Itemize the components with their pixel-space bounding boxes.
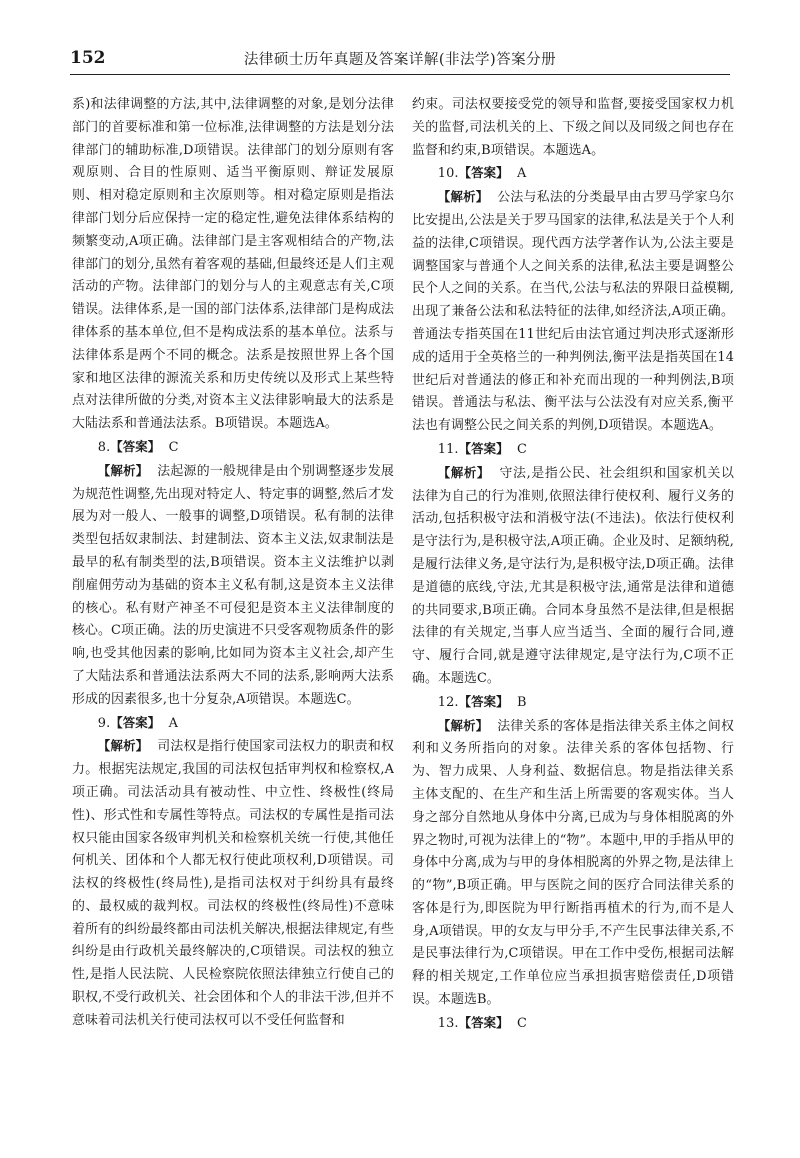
analysis-paragraph-8 bbox=[72, 460, 394, 712]
question-number: 11. bbox=[437, 441, 459, 457]
analysis-paragraph-10 bbox=[412, 186, 734, 438]
answer-value: C bbox=[516, 441, 527, 457]
analysis-text: 司法权是指行使国家司法权力的职责和权力。根据宪法规定,我国的司法权包括审判权和检察权,A项正确。司法活动具有被动性、中立性、终极性(终局性)、形式性和专属性等特点。司法权的专属性是指司法权只能由国家各级审判机关和检察机关统一行使,其他任何机关、团体和个人都无权行使此项权利,D项错误。司法权的终极性(终局性),是指司法权对于纠纷具有最终的、最权威的裁判权。司法权的终极性(终局性)不意味着所有的纠纷最终都由司法机关解决,根据法律规定,有些纠纷是由行政机关最终解决的,C项错误。司法权的独立性,是指人民法院、人民检察院依照法律独立行使自己的职权,不受行政机关、社会团体和个人的非法干涉,但并不意味着司法机关行使司法权可以不受任何监督和 bbox=[72, 739, 394, 1028]
analysis-text: 守法,是指公民、社会组织和国家机关以法律为自己的行为准则,依照法律行使权利、履行义务的活动,包括积极守法和消极守法(不违法)。依法行使权利是守法行为,是积极守法,A项正确。企业及时、足额纳税,是履行法律义务,是守法行为,是积极守法,D项正确。法律是道德的底线,守法,尤其是积极守法,通常是法律和道德的共同要求,B项正确。合同本身虽然不是法律,但是根据法律的有关规定,当事人应当适当、全面的履行合同,遵守、履行合同,就是遵守法律规定,是守法行为,C项不正确。本题选C。 bbox=[412, 465, 734, 686]
page-number: 152 bbox=[70, 48, 106, 68]
analysis-label: 【解析】 bbox=[437, 189, 489, 205]
continued-paragraph: 约束。司法权要接受党的领导和监督,要接受国家权力机关的监督,司法机关的上、下级之间以及同级之间也存在监督和约束,B项错误。本题选A。 bbox=[412, 97, 734, 158]
answer-value: C bbox=[516, 1015, 527, 1031]
question-number: 9. bbox=[97, 715, 111, 731]
question-number: 8. bbox=[97, 439, 111, 455]
right-column bbox=[412, 94, 734, 1036]
analysis-label: 【解析】 bbox=[97, 738, 149, 754]
answer-line-12 bbox=[412, 691, 734, 715]
answer-line-13 bbox=[412, 1012, 734, 1036]
question-number: 13. bbox=[437, 1015, 459, 1031]
running-title: 法律硕士历年真题及答案详解(非法学)答案分册 bbox=[243, 52, 557, 68]
answer-label: 【答案】 bbox=[458, 165, 509, 181]
answer-label: 【答案】 bbox=[458, 693, 509, 709]
analysis-paragraph-12 bbox=[412, 715, 734, 1012]
answer-value: A bbox=[168, 715, 179, 731]
answer-line-11 bbox=[412, 438, 734, 462]
analysis-paragraph-11 bbox=[412, 462, 734, 691]
analysis-label: 【解析】 bbox=[97, 462, 149, 478]
answer-label: 【答案】 bbox=[110, 714, 161, 730]
analysis-text: 法起源的一般规律是由个别调整逐步发展为规范性调整,先出现对特定人、特定事的调整,然后才发展为对一般人、一般事的调整,D项错误。私有制的法律类型包括奴隶制法、封建制法、资本主义法,奴隶制法是最早的私有制类型的法,B项错误。资本主义法维护以剥削雇佣劳动为基础的资本主义私有制,这是资本主义法律的核心。私有财产神圣不可侵犯是资本主义法律制度的核心。C项正确。法的历史演进不只受客观物质条件的影响,也受其他因素的影响,比如同为资本主义社会,却产生了大陆法系和普通法法系两大不同的法系,影响两大法系形成的因素很多,也十分复杂,A项错误。本题选C。 bbox=[72, 463, 394, 707]
answer-label: 【答案】 bbox=[458, 1014, 509, 1030]
answer-line-9 bbox=[72, 712, 394, 736]
answer-value: C bbox=[168, 439, 179, 455]
answer-value: A bbox=[516, 166, 527, 182]
analysis-label: 【解析】 bbox=[437, 464, 490, 480]
question-number: 12. bbox=[437, 694, 459, 710]
analysis-text: 公法与私法的分类最早由古罗马学家乌尔比安提出,公法是关于罗马国家的法律,私法是关于个人利益的法律,C项错误。现代西方法学著作认为,公法主要是调整国家与普通个人之间关系的法律,私法主要是调整公民个人之间的关系。在当代,公法与私法的界限日益模糊,出现了兼备公法和私法特征的法律,如经济法,A项正确。普通法专指英国在11世纪后由法官通过判决形式逐渐形成的适用于全英格兰的一种判例法,衡平法是指英国在14世纪后对普通法的修正和补充而出现的一种判例法,B项错误。普通法与私法、衡平法与公法没有对应关系,衡平法也有调整公民之间关系的判例,D项错误。本题选A。 bbox=[412, 190, 734, 434]
question-number: 10. bbox=[437, 166, 459, 182]
analysis-label: 【解析】 bbox=[437, 717, 489, 733]
answer-value: B bbox=[516, 694, 527, 710]
analysis-paragraph-9 bbox=[72, 735, 394, 1032]
continued-paragraph: 系)和法律调整的方法,其中,法律调整的对象,是划分法律部门的首要标准和第一位标准,法律调整的方法是划分法律部门的辅助标准,D项错误。法律部门的划分原则有客观原则、合目的性原则、适当平衡原则、辩证发展原则、相对稳定原则和主次原则等。相对稳定原则是指法律部门划分后应保持一定的稳定性,避免法律体系结构的频繁变动,A项正确。法律部门是主客观相结合的产物,法律部门的划分,虽然有着客观的基础,但最终还是人们主观活动的产物。法律部门的划分与人的主观意志有关,C项错误。法律体系,是一国的部门法体系,法律部门是构成法律体系的基本单位,但不是构成法系的基本单位。法系与法律体系是两个不同的概念。法系是按照世界上各个国家和地区法律的源流关系和历史传统以及形式上某些特点对法律所做的分类,对资本主义法律影响最大的法系是大陆法系和普通法法系。B项错误。本题选A。 bbox=[72, 97, 394, 432]
answer-label: 【答案】 bbox=[458, 440, 509, 456]
analysis-text: 法律关系的客体是指法律关系主体之间权利和义务所指向的对象。法律关系的客体包括物、行为、智力成果、人身利益、数据信息。物是指法律关系主体支配的、在生产和生活上所需要的客观实体。当人身之部分自然地从身体中分离,已成为与身体相脱离的外界之物时,可视为法律上的“物”。本题中,甲的手指从甲的身体中分离,成为与甲的身体相脱离的外界之物,是法律上的“物”,B项正确。甲与医院之间的医疗合同法律关系的客体是行为,即医院为甲行断指再植术的行为,而不是人身,A项错误。甲的女友与甲分手,不产生民事法律关系,不是民事法律行为,C项错误。甲在工作中受伤,根据司法解释的相关规定,工作单位应当承担损害赔偿责任,D项错误。本题选B。 bbox=[412, 718, 734, 1008]
answer-line-10 bbox=[412, 162, 734, 186]
answer-label: 【答案】 bbox=[110, 438, 161, 454]
answer-line-8 bbox=[72, 436, 394, 460]
page-header bbox=[70, 40, 730, 75]
left-column bbox=[72, 94, 394, 1033]
